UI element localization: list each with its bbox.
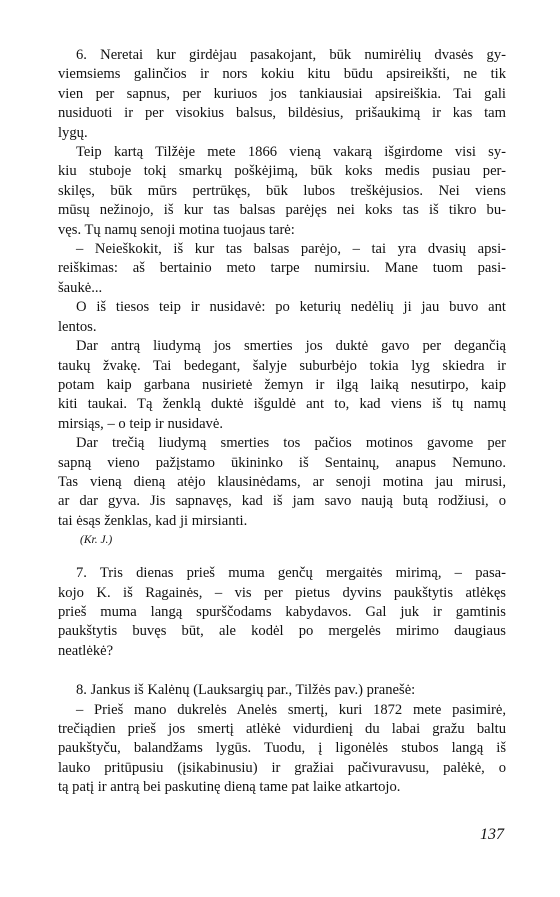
text-line: trečiądien prieš jos smertį atlėkė vidurdienį du labai gražu baltu: [58, 721, 506, 737]
text-line: paukštytis buvęs būt, ale kodėl po mergelės mirimo daugiaus: [58, 623, 506, 640]
text-line: O iš tiesos teip ir nusidavė: po keturių nedėlių ji jau buvo ant: [76, 299, 506, 316]
paragraph-7: [58, 564, 506, 661]
text-line: potam kaip garbana nusirietė žemyn ir ilgą laiką nesutirpo, kaip: [58, 376, 506, 393]
text-line: Dar antrą liudymą jos smerties jos duktė gavo per degančią: [76, 338, 506, 355]
text-line: reiškimas: aš bertainio meto tarpe numirsiu. Mane tuom pasi-: [58, 260, 506, 277]
section-gap: [58, 661, 506, 681]
text-line: Dar trečią liudymą smerties tos pačios motinos gavome per: [76, 435, 506, 452]
text-line: 7. Tris dienas prieš muma genčų mergaitės mirimą, – pasa-: [76, 565, 506, 582]
text-line: vęs. Tų namų senoji motina tuojaus tarė:: [58, 221, 295, 238]
text-line: taukų žvakę. Tai bedegant, šalyje suburbėjo tokia lyg skiedra ir: [58, 357, 506, 374]
text-line: prieš muma langą spurščodams kabydavos. Gal juk ir gamtinis: [58, 603, 506, 620]
text-line: kiu stuboje tokį smarkų poškėjimą, būk koks medis pusiau per-: [58, 163, 506, 180]
text-line: 8. Jankus iš Kalėnų (Lauksargių par., Tilžės pav.) pranešė:: [76, 682, 416, 699]
paragraph-6-outcome: [58, 298, 506, 337]
text-line: nusiduoti ir per visokius balsus, bildėsius, prišaukimą ir kas tam: [58, 105, 506, 122]
text-line: Teip kartą Tilžėje mete 1866 vieną vakarą išgirdome visi sy-: [76, 144, 506, 161]
text-line: mūsų nežinojo, iš kur tas balsas parėjęs nei koks tas iš tikro bu-: [58, 202, 506, 219]
paragraph-6-dream: [58, 434, 506, 531]
paragraph-6-candle: [58, 337, 506, 434]
text-line: 6. Neretai kur girdėjau pasakojant, būk numirėlių dvasės gy-: [76, 47, 506, 63]
text-line: šaukė...: [58, 279, 103, 296]
source-note: (Kr. J.): [80, 534, 113, 547]
text-line: – Neieškokit, iš kur tas balsas parėjo, – tai yra dvasių apsi-: [76, 241, 506, 258]
text-line: Tas vieną dieną atėjo klausinėdams, ar senoji motina jau mirusi,: [58, 473, 506, 490]
page-body: [58, 46, 506, 798]
text-line: tą patį ir antrą bei paskutinę dieną tame pat laike atkartojo.: [58, 779, 401, 796]
text-line: skilęs, būk mūrs pertrūkęs, būk lubos treškėjusios. Nei viens: [58, 182, 506, 199]
paragraph-8-account: [58, 701, 506, 798]
paragraph-8-intro: [58, 681, 506, 700]
paragraph-6-intro: [58, 46, 506, 143]
text-line: paukštyču, balandžams lygūs. Tuodu, į ligonėlės stubos langą iš: [58, 740, 506, 757]
paragraph-6-tilze: [58, 143, 506, 240]
section-gap: [58, 550, 506, 564]
paragraph-6-dialogue: [58, 240, 506, 298]
text-line: lygų.: [58, 124, 88, 141]
text-line: neatlėkė?: [58, 642, 114, 659]
text-line: ar dar gyva. Jis sapnavęs, kad iš jam savo naują butą rodžiusi, o: [58, 493, 506, 510]
text-line: lauko pritūpusiu (įsikabinusiu) ir gražiai pačivuravusu, palėkė, o: [58, 759, 506, 776]
text-line: tai ėsąs ženklas, kad ji mirsianti.: [58, 512, 248, 529]
text-line: lentos.: [58, 318, 97, 335]
text-line: – Prieš mano dukrelės Anelės smertį, kuri 1872 mete pasimirė,: [76, 701, 506, 718]
text-line: kojo K. iš Ragainės, – vis per pietus dyvins paukštytis atlėkęs: [58, 584, 506, 601]
text-line: mirsiąs, – o teip ir nusidavė.: [58, 415, 223, 432]
page-number: 137: [480, 826, 504, 843]
text-line: sapną vieno pažįstamo ūkininko iš Sentainų, anapus Nemuno.: [58, 454, 506, 471]
text-line: viemsiems galinčios ir nors kokiu kitu būdu apsireikšti, ne tik: [58, 66, 506, 83]
text-line: vien per sapnus, per kuriuos jos tankiausiai apsireiškia. Tai gali: [58, 85, 506, 102]
text-line: kiti taukai. Tą ženklą duktė išguldė ant to, kad viens iš tų namų: [58, 396, 506, 413]
